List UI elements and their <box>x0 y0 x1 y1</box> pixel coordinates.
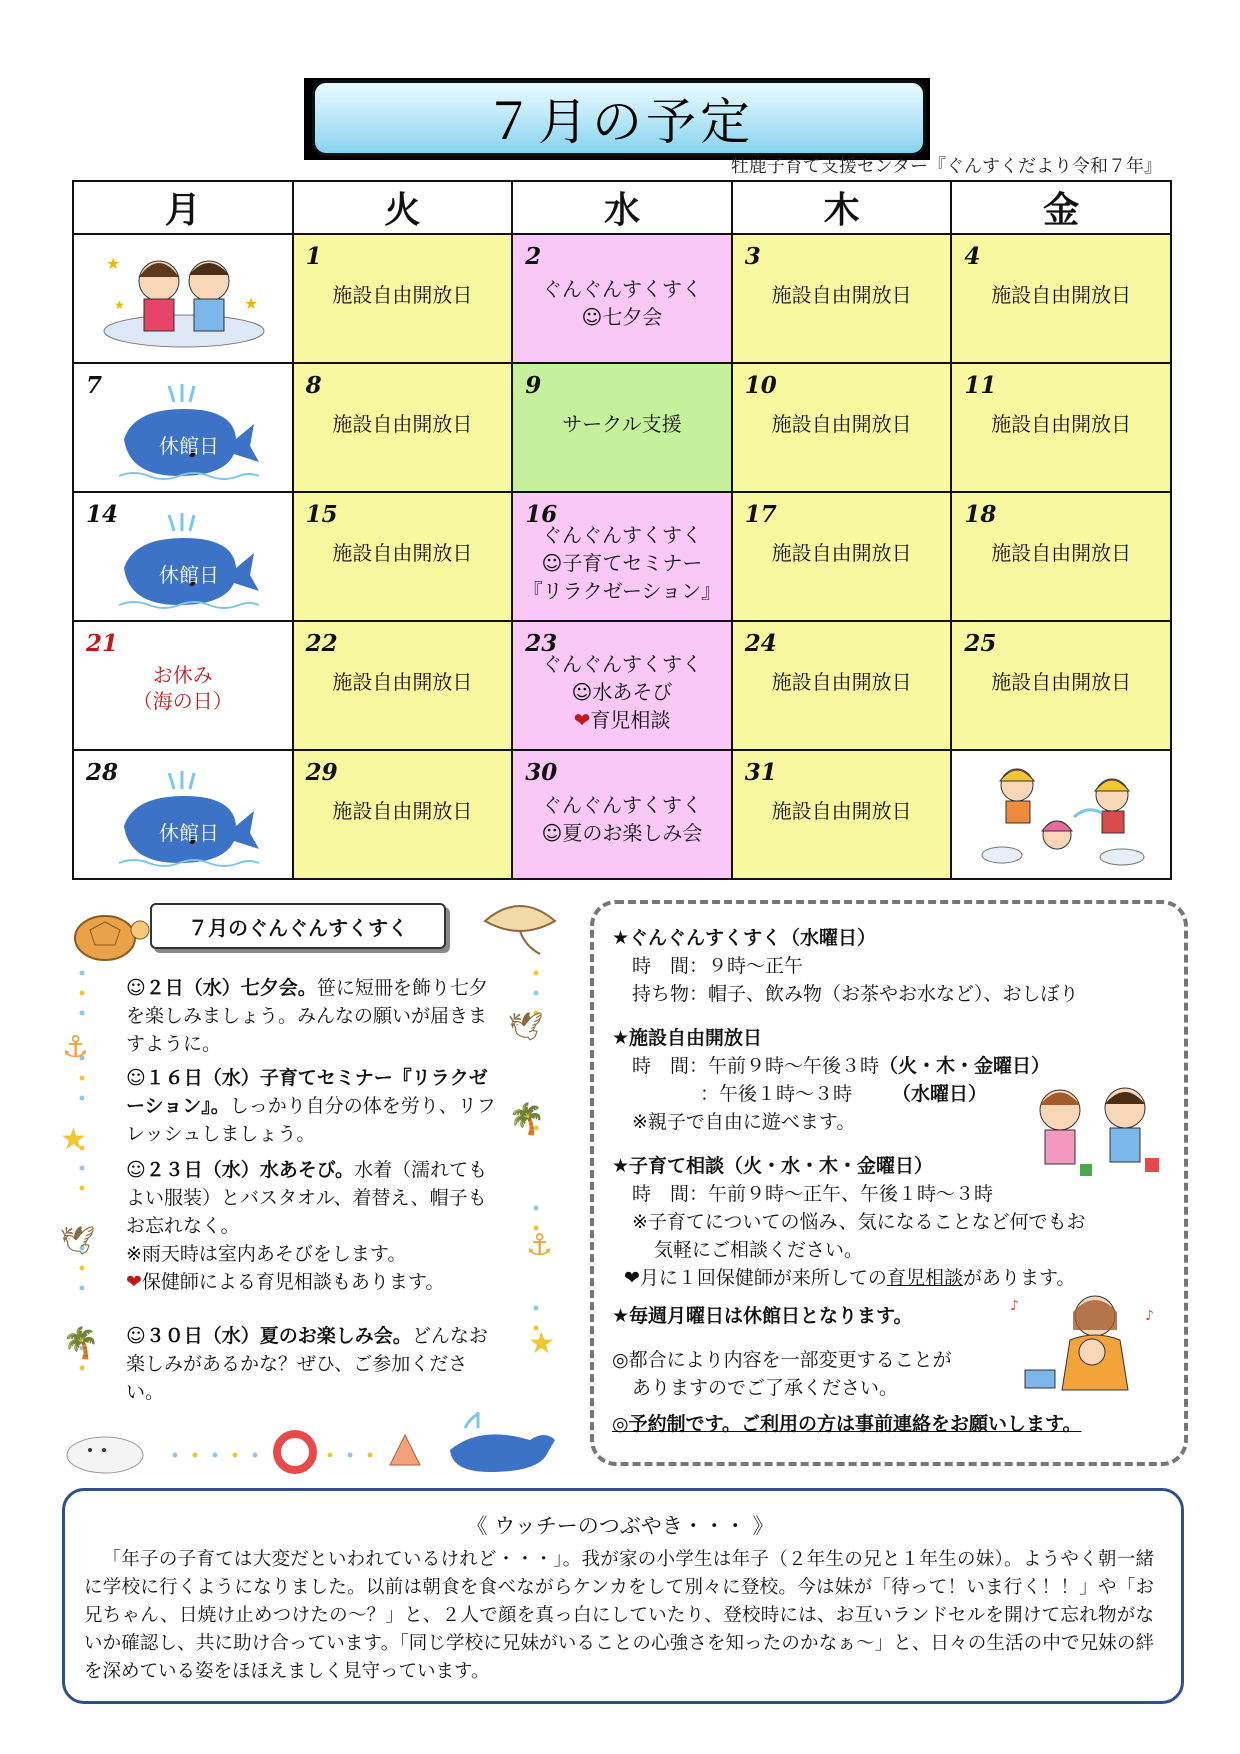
info-note: 月に１回保健師が来所しての <box>639 1267 887 1289</box>
day-number: 17 <box>744 501 777 528</box>
event-text: 育児相談 <box>590 708 671 732</box>
day-number: 23 <box>525 630 558 657</box>
day-number: 15 <box>305 501 338 528</box>
event-text: ☺水あそび <box>571 680 673 704</box>
calendar-week <box>73 750 1171 879</box>
day-number: 22 <box>305 630 338 657</box>
info-reserve-line <box>612 1410 1082 1438</box>
day-cell <box>512 363 732 492</box>
svg-text:★: ★ <box>114 298 125 312</box>
info-consult-block <box>612 1152 1086 1292</box>
event-text: 施設自由開放日 <box>332 670 473 694</box>
event-text: 施設自由開放日 <box>332 799 473 823</box>
event-text: ぐんぐんすくすく <box>541 523 702 547</box>
gg-item-head: ☺２３日（水）水あそび。 <box>126 1159 355 1181</box>
calendar-week <box>73 621 1171 750</box>
starfish-icon: ★ <box>528 1326 555 1361</box>
day-cell <box>951 363 1171 492</box>
weekday-wed: 水 <box>512 181 732 234</box>
day-cell <box>512 492 732 621</box>
info-line: ありますのでご了承ください。 <box>632 1377 899 1399</box>
info-open-block <box>612 1024 1050 1136</box>
calendar-week <box>73 492 1171 621</box>
event-text: サークル支援 <box>562 412 682 436</box>
info-heading: ◎予約制です。ご利用の方は事前連絡をお願いします。 <box>612 1413 1082 1435</box>
seagull-icon: 🕊 <box>60 1224 96 1257</box>
column-title: 《 ウッチーのつぶやき・・・ 》 <box>466 1514 774 1538</box>
event-text: ☺子育てセミナー <box>541 551 703 575</box>
holiday-text <box>74 662 292 714</box>
seagull-icon: 🕊 <box>508 1010 544 1043</box>
gg-item-body: 笹に短冊を飾り七夕を楽しみましょう。みんなの願いが届きますように。 <box>126 977 488 1055</box>
event-list <box>513 275 731 331</box>
event-text: ☺七夕会 <box>581 305 663 329</box>
heart-icon: ❤ <box>573 708 591 732</box>
day-number: 8 <box>305 372 322 399</box>
event-text: 施設自由開放日 <box>771 799 912 823</box>
weekday-mon: 月 <box>73 181 293 234</box>
page-title: ７月の予定 <box>484 93 754 151</box>
kids-playing-illustration <box>1020 1080 1170 1180</box>
calendar-week <box>73 234 1171 363</box>
day-number: 25 <box>964 630 997 657</box>
event-list <box>513 650 731 734</box>
closed-label: 休館日 <box>159 563 219 587</box>
day-cell <box>293 621 513 750</box>
sea-decoration-row <box>60 1410 560 1480</box>
day-cell-closed <box>73 492 293 621</box>
event-text: 施設自由開放日 <box>991 541 1132 565</box>
day-cell <box>293 363 513 492</box>
day-number: 10 <box>744 372 777 399</box>
calendar-week <box>73 363 1171 492</box>
whale-icon <box>114 771 264 871</box>
info-note: があります。 <box>962 1267 1076 1289</box>
weekday-thu: 木 <box>732 181 952 234</box>
info-line: ◎都合により内容を一部変更することが <box>612 1349 952 1371</box>
info-line: 持ち物：帽子、飲み物（お茶やお水など）、おしぼり <box>632 983 1079 1005</box>
event-text: 施設自由開放日 <box>332 283 473 307</box>
column-text: 「年子の子育ては大変だといわれているけれど・・・」。我が家の小学生は年子（２年生の兄と１年生の妹）。ようやく朝一緒に学校に行くようになりました。以前は朝食を食べながらケンカをして別々に登校。今は妹が「待って！いま行く！！」や「お兄ちゃん、日焼け止めつけたの～？」と、２人で顔を真っ白にしていたり、登校時には、お互いランドセルを開けて忘れ物がないか確認し、共に助け合っています。「同じ学校に兄妹がいることの心強さを知ったのかなぁ～」と、日々の生活の中で兄妹の絆を深めている姿をほほえましく見守っています。 <box>84 1549 1154 1682</box>
info-change-block <box>612 1346 952 1402</box>
day-cell <box>512 621 732 750</box>
gg-section-title: ７月のぐんぐんすくすく <box>150 903 446 949</box>
event-text: ☺夏のお楽しみ会 <box>541 821 703 845</box>
event-text: ぐんぐんすくすく <box>541 793 702 817</box>
calendar-table <box>72 180 1172 880</box>
day-number: 3 <box>744 243 761 270</box>
info-line: 時 間：午前９時～正午、午後１時～３時 <box>632 1183 994 1205</box>
event-text: 施設自由開放日 <box>332 412 473 436</box>
weekday-fri: 金 <box>951 181 1171 234</box>
event-text: ぐんぐんすくすく <box>541 652 702 676</box>
info-line: 時 間：午前９時～午後３時 <box>632 1055 880 1077</box>
day-number: 21 <box>86 630 119 657</box>
info-note: ※子育てについての悩み、気になることなど何でもお <box>632 1211 1086 1233</box>
gg-item-body: 水着（濡れてもよい服装）とバスタオル、着替え、帽子もお忘れなく。 <box>126 1159 488 1237</box>
event-text: 施設自由開放日 <box>991 670 1132 694</box>
gg-item-note: 保健師による育児相談もあります。 <box>141 1271 445 1293</box>
svg-text:♪: ♪ <box>1010 1298 1019 1314</box>
day-cell <box>293 750 513 879</box>
day-cell <box>512 234 732 363</box>
gg-item-head: ☺１６日（水）子育てセミナー『リラクゼーション』。 <box>126 1067 488 1117</box>
anchor-icon: ⚓ <box>526 1228 553 1263</box>
title-banner <box>312 80 926 156</box>
turtle-icon <box>60 900 150 970</box>
svg-text:★: ★ <box>244 294 259 313</box>
svg-text:♪: ♪ <box>1145 1308 1154 1324</box>
event-text: 施設自由開放日 <box>771 670 912 694</box>
event-text: 施設自由開放日 <box>991 283 1132 307</box>
palm-icon: 🌴 <box>62 1326 100 1361</box>
event-list <box>513 791 731 847</box>
water-play-illustration <box>962 755 1162 875</box>
day-number: 11 <box>964 372 997 399</box>
info-heading: ★毎週月曜日は休館日となります。 <box>612 1305 913 1327</box>
closed-label: 休館日 <box>159 434 219 458</box>
water-play-illustration-cell <box>951 750 1171 879</box>
starfish-icon: ★ <box>60 1122 87 1157</box>
day-cell <box>951 492 1171 621</box>
info-gg-block <box>612 924 1079 1008</box>
info-heading: ★施設自由開放日 <box>612 1027 763 1049</box>
day-number: 9 <box>525 372 542 399</box>
palm-icon: 🌴 <box>508 1102 546 1137</box>
gg-item-body: しっかり自分の体を労り、リフレッシュしましょう。 <box>126 1095 496 1145</box>
day-number: 4 <box>964 243 981 270</box>
day-number: 18 <box>964 501 997 528</box>
event-text: 施設自由開放日 <box>991 412 1132 436</box>
info-link: 育児相談 <box>886 1267 963 1289</box>
day-cell <box>293 234 513 363</box>
whale-icon <box>114 384 264 484</box>
day-number: 31 <box>744 759 777 786</box>
day-cell <box>732 234 952 363</box>
day-number: 29 <box>305 759 338 786</box>
day-cell <box>293 492 513 621</box>
day-cell <box>732 363 952 492</box>
info-days: （水曜日） <box>892 1083 988 1105</box>
gg-item <box>126 1064 496 1148</box>
parent-child-illustration <box>1010 1290 1170 1400</box>
event-text: 施設自由開放日 <box>332 541 473 565</box>
weekday-tue: 火 <box>293 181 513 234</box>
gg-item <box>126 1156 496 1296</box>
event-text: 『リラクゼーション』 <box>522 579 722 603</box>
gg-item <box>126 974 496 1058</box>
day-cell <box>732 492 952 621</box>
day-cell-closed <box>73 363 293 492</box>
gg-item-note: ※雨天時は室内あそびをします。 <box>126 1243 407 1265</box>
tanabata-illustration <box>84 239 284 359</box>
gg-item-head: ☺２日（水）七夕会。 <box>126 977 317 999</box>
info-note: ※親子で自由に遊べます。 <box>632 1111 856 1133</box>
day-cell <box>732 621 952 750</box>
day-number: 1 <box>305 243 322 270</box>
event-line <box>513 706 731 734</box>
day-number: 2 <box>525 243 542 270</box>
day-number: 24 <box>744 630 777 657</box>
event-text: 施設自由開放日 <box>771 412 912 436</box>
day-cell <box>732 750 952 879</box>
day-cell-holiday <box>73 621 293 750</box>
info-note: 気軽にご相談ください。 <box>654 1239 864 1261</box>
anchor-icon: ⚓ <box>62 1030 89 1065</box>
info-heading: ★ぐんぐんすくすく（水曜日） <box>612 927 877 949</box>
info-heading: ★子育て相談（火・水・木・金曜日） <box>612 1155 934 1177</box>
gg-item-head: ☺３０日（水）夏のお楽しみ会。 <box>126 1325 412 1347</box>
event-text: お休み <box>152 663 213 687</box>
whale-icon <box>114 513 264 613</box>
heart-icon: ❤ <box>126 1271 142 1293</box>
event-text: 施設自由開放日 <box>771 283 912 307</box>
stingray-icon <box>480 896 560 956</box>
day-number: 7 <box>86 372 103 399</box>
day-cell <box>512 750 732 879</box>
day-cell-closed <box>73 750 293 879</box>
event-list <box>513 521 731 605</box>
event-text: 施設自由開放日 <box>771 541 912 565</box>
page-subtitle: 牡鹿子育て支援センター『ぐんすくだより令和７年』 <box>730 156 1162 177</box>
info-days: （火・木・金曜日） <box>879 1055 1051 1077</box>
heart-icon: ❤ <box>624 1267 640 1289</box>
day-number: 28 <box>86 759 119 786</box>
day-number: 14 <box>86 501 119 528</box>
day-cell <box>951 621 1171 750</box>
gg-item-body: どんなお楽しみがあるかな？ぜひ、ご参加ください。 <box>126 1325 488 1403</box>
tanabata-illustration-cell <box>73 234 293 363</box>
day-cell <box>951 234 1171 363</box>
info-closed-line <box>612 1302 913 1330</box>
day-number: 30 <box>525 759 558 786</box>
weekday-header-row <box>73 181 1171 234</box>
info-line: ：午後１時～３時 <box>700 1083 853 1105</box>
closed-label: 休館日 <box>159 821 219 845</box>
gg-item <box>126 1322 496 1406</box>
info-line: 時 間：９時～正午 <box>632 955 804 977</box>
event-text: （海の日） <box>132 689 233 713</box>
day-number: 16 <box>525 501 558 528</box>
svg-text:★: ★ <box>106 254 121 273</box>
event-text: ぐんぐんすくすく <box>541 277 702 301</box>
